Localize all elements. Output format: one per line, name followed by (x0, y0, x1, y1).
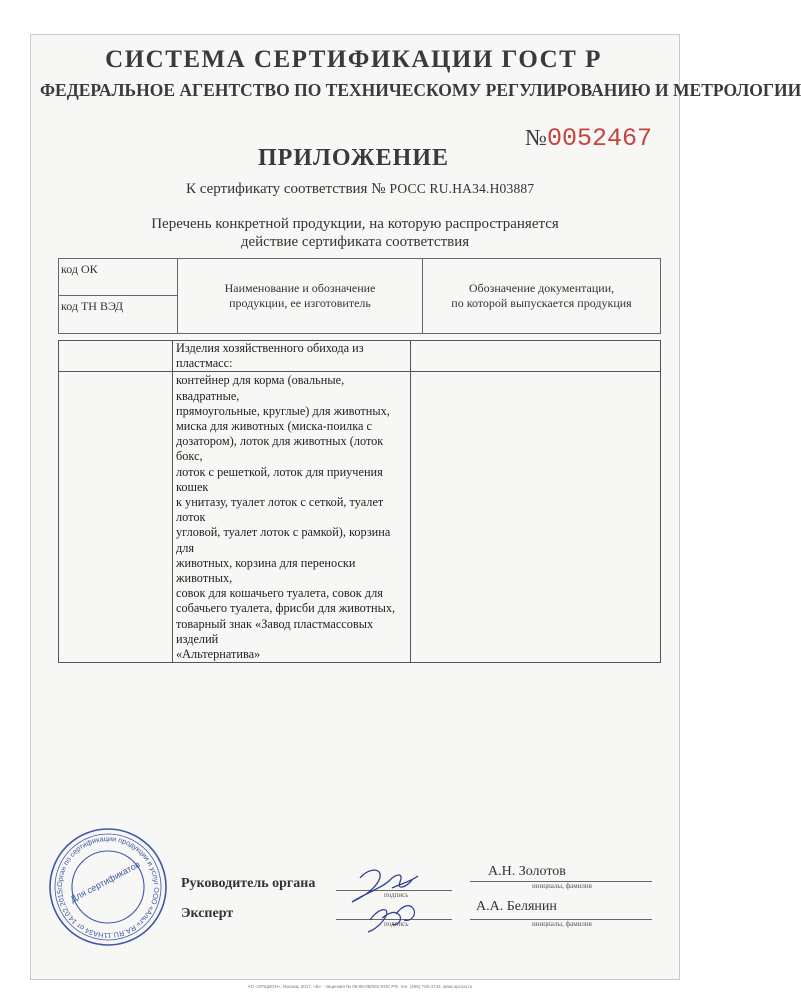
doc-cell-1 (411, 341, 661, 372)
product-line: животных, корзина для переноски животных, (176, 555, 356, 586)
expert-name: А.А. Белянин (476, 899, 557, 914)
certification-stamp (47, 826, 169, 948)
scope-line-1: Перечень конкретной продукции, на которую распространяется (151, 216, 559, 232)
product-cell (173, 372, 411, 663)
stamp-outer-ring (50, 829, 166, 945)
expert-label: Эксперт (181, 906, 234, 921)
product-line: контейнер для корма (овальные, квадратные, (176, 373, 345, 403)
group-cell (173, 341, 411, 372)
product-line: лоток с решеткой, лоток для приучения кошек (176, 464, 383, 494)
product-table (58, 340, 661, 663)
number-prefix: № (525, 125, 547, 150)
col-name-header (178, 259, 423, 334)
col-name-line-1: Наименование и обозначение (224, 281, 376, 295)
head-signature-caption: подпись (384, 891, 409, 899)
group-line-1: Изделия хозяйственного обихода из (176, 341, 364, 355)
group-line-2: пластмасс: (176, 356, 233, 371)
scope-heading (80, 215, 630, 251)
printer-line: АО «ОПЦИОН», Москва, 2017, «Б» · лицензия № 05-05-09/003 ФНС РФ, тел. (495) 726-4742, www.opcion.ru (247, 984, 473, 989)
code-ok: код ОК (59, 259, 178, 296)
col-name-line-2: продукции, ее изготовитель (229, 296, 371, 310)
expert-name-caption: инициалы, фамилия (532, 920, 592, 928)
product-line: прямоугольные, круглые) для животных, (176, 403, 390, 418)
col-doc-header (423, 259, 661, 334)
product-line: «Альтернатива» (176, 647, 261, 662)
product-line: миска для животных (миска-поилка с (176, 419, 372, 434)
product-line: угловой, туалет лоток с рамкой), корзина для (176, 525, 391, 555)
col-doc-line-2: по которой выпускается продукция (451, 296, 632, 310)
code-cell-1 (59, 341, 173, 372)
scope-line-2: действие сертификата соответствия (240, 234, 470, 250)
table-header (58, 258, 661, 334)
col-doc-line-1: Обозначение документации, (468, 281, 615, 295)
system-title: СИСТЕМА СЕРТИФИКАЦИИ ГОСТ Р (105, 46, 602, 73)
expert-signature (368, 906, 414, 932)
code-tn: код ТН ВЭД (59, 296, 178, 334)
head-signature (352, 870, 418, 902)
agency-title: ФЕДЕРАЛЬНОЕ АГЕНТСТВО ПО ТЕХНИЧЕСКОМУ РЕГУЛИРОВАНИЮ И МЕТРОЛОГИИ (40, 80, 801, 100)
page-title: ПРИЛОЖЕНИЕ (257, 145, 450, 171)
certificate-reference (186, 181, 534, 198)
cert-number: РОСС RU.НА34.Н03887 (389, 181, 535, 196)
stamp-ring-text: Орган по сертификации продукции и услуг ООО «Альт» RA.RU.11НА34 от 14.02.2015г. (54, 833, 162, 941)
handwritten-signatures (330, 858, 460, 938)
head-label: Руководитель органа (181, 876, 316, 891)
stamp-center-text: Для сертификатов (68, 859, 142, 905)
number-value: 0052467 (546, 124, 652, 153)
product-line: собачьего туалета, фрисби для животных, (176, 601, 396, 616)
head-name-caption: инициалы, фамилия (532, 882, 592, 890)
cert-label: К сертификату соответствия № (186, 181, 386, 197)
product-line: товарный знак «Завод пластмассовых изделий (176, 616, 374, 646)
head-name: А.Н. Золотов (488, 864, 566, 879)
doc-cell-2 (411, 372, 661, 663)
product-line: дозатором), лоток для животных (лоток бокс, (176, 434, 384, 464)
expert-signature-caption: подпись (384, 920, 409, 928)
product-line: к унитазу, туалет лоток с сеткой, туалет лоток (176, 495, 384, 525)
code-cell-2 (59, 372, 173, 663)
product-line: совок для кошачьего туалета, совок для (176, 586, 383, 601)
